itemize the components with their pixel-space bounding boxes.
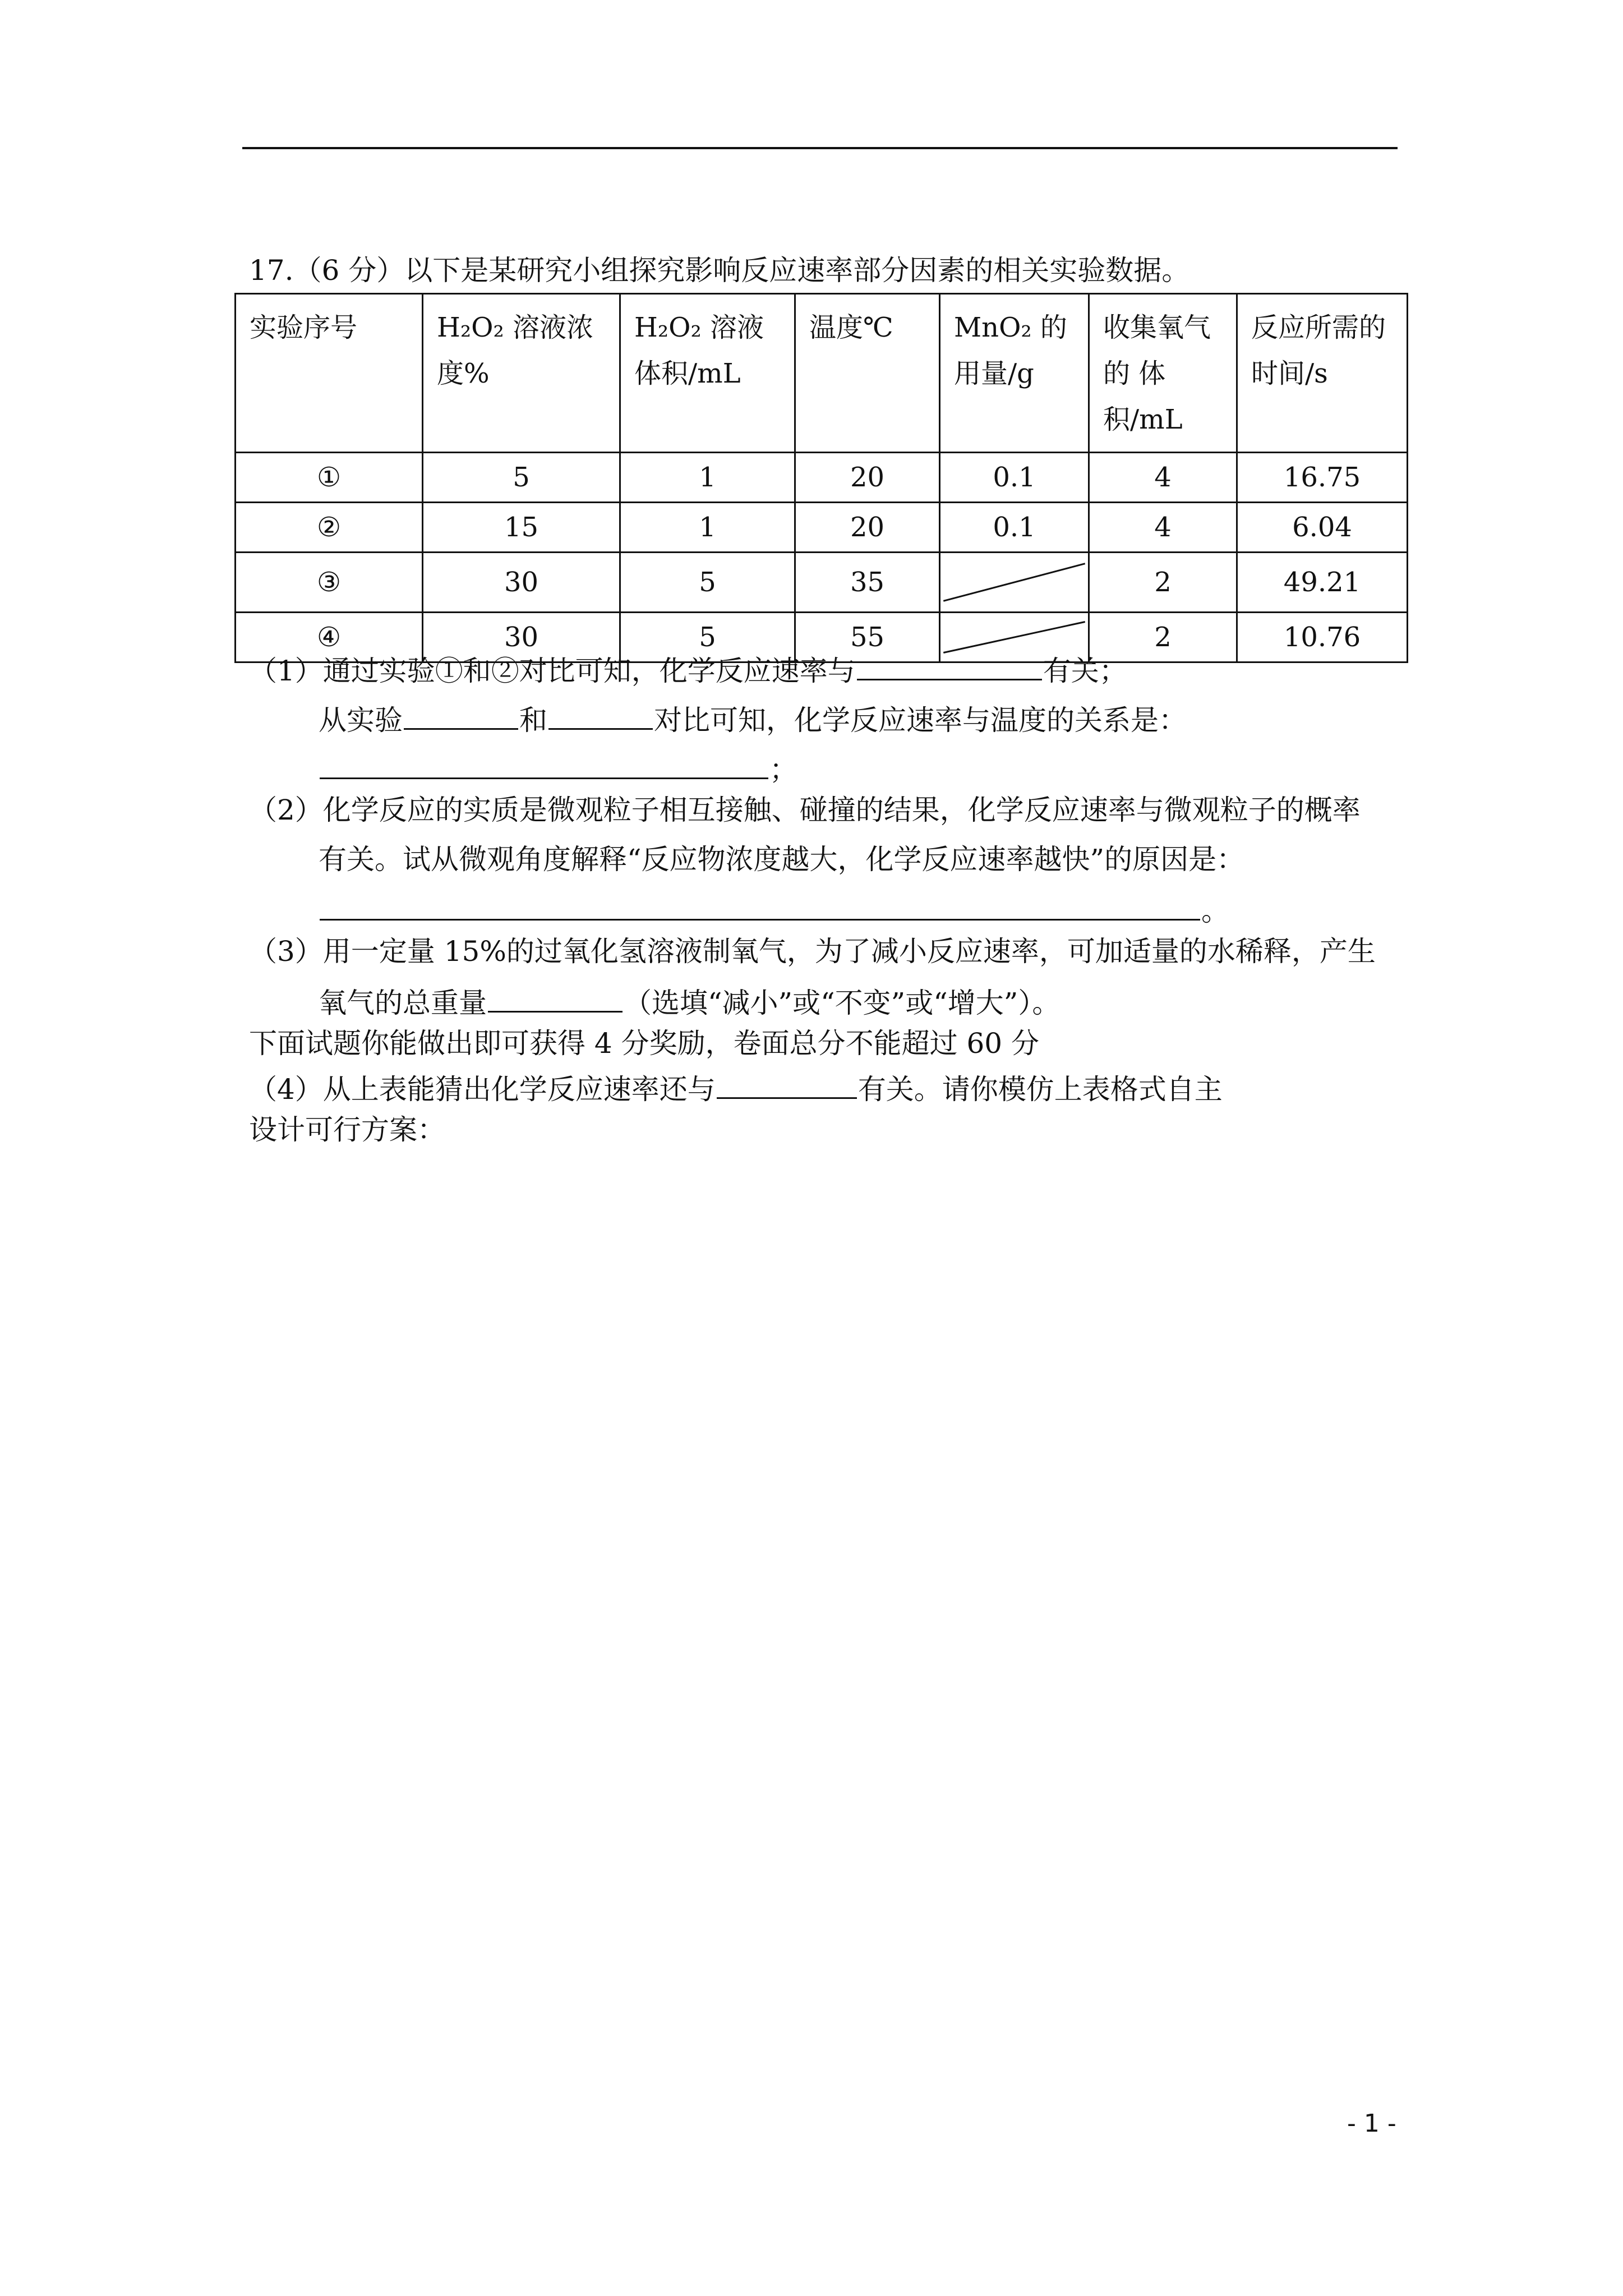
- table-cell: 2: [1089, 613, 1237, 662]
- table-cell: 0.1: [940, 503, 1089, 553]
- bonus-note: 下面试题你能做出即可获得 4 分奖励，卷面总分不能超过 60 分: [249, 1027, 1040, 1060]
- answer-blank[interactable]: [404, 700, 518, 730]
- part-2-line-3: 。: [319, 891, 1229, 928]
- table-row: [236, 453, 1408, 503]
- table-cell: 5: [423, 453, 620, 503]
- part-3-line-2: 氧气的总重量 （选填“减小”或“不变”或“增大”）。: [319, 983, 1060, 1020]
- header-cell: H₂O₂ 溶液体积/mL: [620, 294, 795, 453]
- header-rule: [242, 147, 1398, 149]
- header-cell: H₂O₂ 溶液浓度%: [423, 294, 620, 453]
- question-title: 17.（6 分）以下是某研究小组探究影响反应速率部分因素的相关实验数据。: [249, 254, 1190, 287]
- table-cell: 5: [620, 553, 795, 613]
- table-cell: 0.1: [940, 453, 1089, 503]
- answer-blank[interactable]: [320, 891, 1200, 921]
- table-row: [236, 553, 1408, 613]
- diagonal-slash: [940, 553, 1088, 611]
- table-cell: ①: [236, 453, 423, 503]
- part-4-line-1: （4）从上表能猜出化学反应速率还与 有关。请你模仿上表格式自主: [249, 1069, 1223, 1106]
- header-cell: 反应所需的时间/s: [1237, 294, 1408, 453]
- part-2-line-2: 有关。试从微观角度解释“反应物浓度越大，化学反应速率越快”的原因是：: [319, 843, 1245, 876]
- crossed-out-cell: [940, 553, 1089, 613]
- table-cell: 20: [795, 503, 940, 553]
- header-cell: MnO₂ 的用量/g: [940, 294, 1089, 453]
- experiment-table: [234, 293, 1408, 663]
- table-cell: 15: [423, 503, 620, 553]
- part-4-line-2: 设计可行方案：: [249, 1114, 445, 1146]
- answer-blank[interactable]: [717, 1069, 857, 1099]
- header-cell: 实验序号: [236, 294, 423, 453]
- table-cell: 35: [795, 553, 940, 613]
- table-cell: 6.04: [1237, 503, 1408, 553]
- table-cell: ④: [236, 613, 423, 662]
- page-number: - 1 -: [1347, 2109, 1396, 2138]
- table-cell: 5: [620, 613, 795, 662]
- table-cell: ③: [236, 553, 423, 613]
- table-cell: 1: [620, 453, 795, 503]
- part-1-line-3: ；: [319, 749, 797, 786]
- table-row: [236, 503, 1408, 553]
- table-cell: ②: [236, 503, 423, 553]
- part-3-line-1: （3）用一定量 15%的过氧化氢溶液制氧气，为了减小反应速率，可加适量的水稀释，产生: [249, 935, 1376, 968]
- table-cell: 1: [620, 503, 795, 553]
- answer-blank[interactable]: [548, 700, 653, 730]
- table-cell: 30: [423, 613, 620, 662]
- answer-blank[interactable]: [320, 749, 768, 779]
- table-cell: 20: [795, 453, 940, 503]
- table-cell: 30: [423, 553, 620, 613]
- answer-blank[interactable]: [857, 651, 1042, 680]
- table-cell: 16.75: [1237, 453, 1408, 503]
- part-1-line-2: 从实验 和 对比可知，化学反应速率与温度的关系是：: [319, 700, 1187, 737]
- table-cell: 55: [795, 613, 940, 662]
- table-header-row: [236, 294, 1408, 453]
- header-cell: 收集氧气的 体 积/mL: [1089, 294, 1237, 453]
- table-cell: 10.76: [1237, 613, 1408, 662]
- table-cell: 49.21: [1237, 553, 1408, 613]
- part-1-line-1: （1）通过实验①和②对比可知，化学反应速率与 有关；: [249, 651, 1127, 688]
- table-cell: 4: [1089, 453, 1237, 503]
- header-cell: 温度℃: [795, 294, 940, 453]
- table-cell: 2: [1089, 553, 1237, 613]
- table-cell: 4: [1089, 503, 1237, 553]
- answer-blank[interactable]: [488, 983, 623, 1013]
- part-2-line-1: （2）化学反应的实质是微观粒子相互接触、碰撞的结果，化学反应速率与微观粒子的概率: [249, 794, 1361, 826]
